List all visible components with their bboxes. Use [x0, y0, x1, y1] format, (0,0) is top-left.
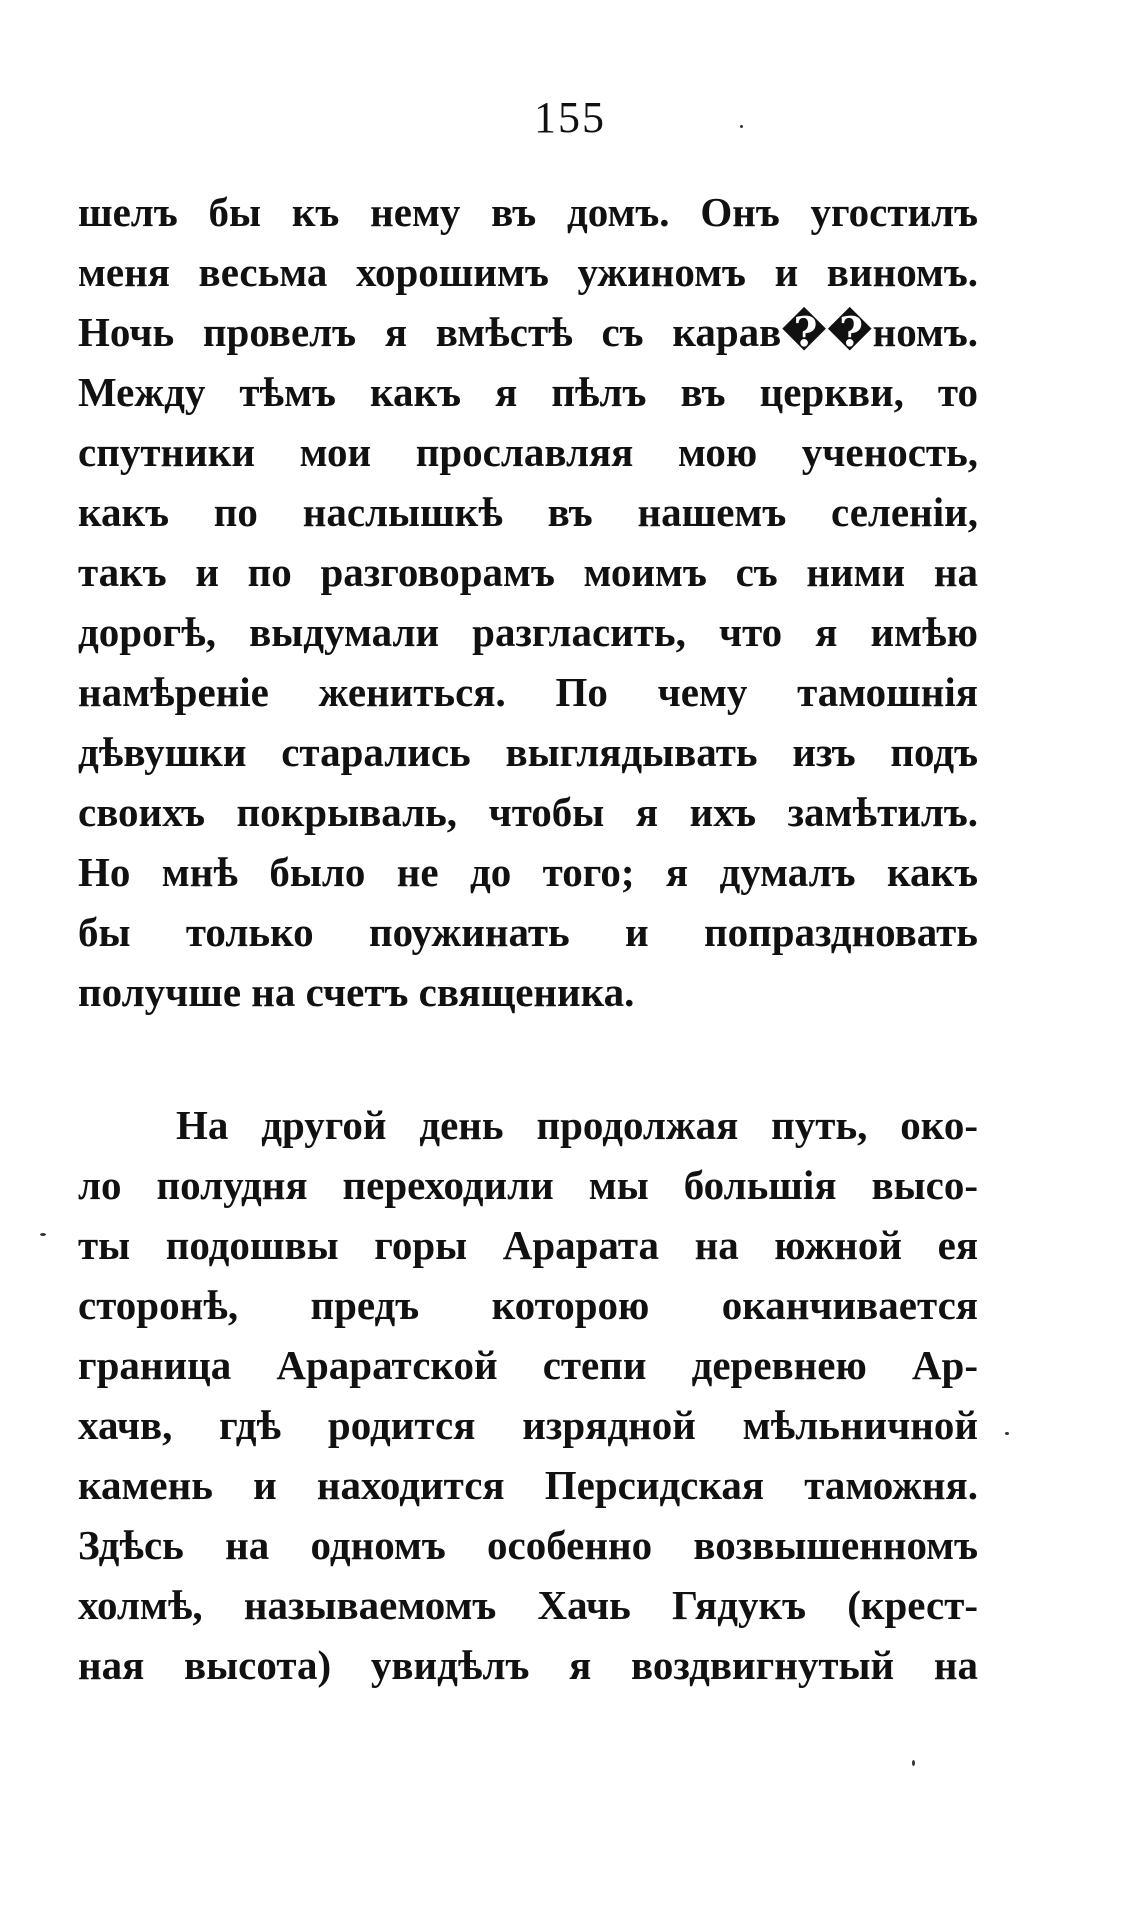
text-line: намѣреніе жениться. По чему тамошнія: [78, 669, 978, 715]
text-line: сторонѣ, предъ которою оканчивается: [78, 1282, 978, 1328]
print-speck: [912, 1760, 915, 1766]
print-speck: [1005, 1432, 1009, 1435]
text-line: Но мнѣ было не до того; я думалъ какъ: [78, 849, 978, 895]
page-number: 155: [534, 93, 606, 142]
paragraph-2: [78, 1095, 978, 1695]
print-speck: [740, 125, 743, 128]
text-line: Здѣсь на одномъ особенно возвышенномъ: [78, 1522, 978, 1568]
text-line: своихъ покрываль, чтобы я ихъ замѣтилъ.: [78, 789, 978, 835]
text-line: спутники мои прославляя мою ученость,: [78, 429, 978, 475]
text-line: камень и находится Персидская таможня.: [78, 1462, 978, 1508]
text-line: шелъ бы къ нему въ домъ. Онъ угостилъ: [78, 189, 978, 235]
text-line: какъ по наслышкѣ въ нашемъ селеніи,: [78, 489, 978, 535]
text-line: бы только поужинать и попраздновать: [78, 909, 978, 955]
text-line: ло полудня переходили мы большія высо-: [78, 1162, 978, 1208]
print-speck: [40, 1233, 46, 1236]
text-line: ная высота) увидѣлъ я воздвигнутый на: [78, 1642, 978, 1688]
text-line: Между тѣмъ какъ я пѣлъ въ церкви, то: [78, 369, 978, 415]
text-line: дорогѣ, выдумали разгласить, что я имѣю: [78, 609, 978, 655]
text-line: получше на счетъ священика.: [78, 969, 635, 1015]
text-line: дѣвушки старались выглядывать изъ подъ: [78, 729, 978, 775]
text-line: граница Араратской степи деревнею Ар-: [78, 1342, 978, 1388]
paragraph-1: [78, 182, 978, 1022]
text-line: На другой день продолжая путь, око-: [176, 1102, 978, 1148]
text-line: хачв, гдѣ родится изрядной мѣльничной: [78, 1402, 978, 1448]
text-line: меня весьма хорошимъ ужиномъ и виномъ.: [78, 249, 978, 295]
text-line: Ночь провелъ я вмѣстѣ съ карав��номъ.: [78, 309, 978, 355]
text-line: такъ и по разговорамъ моимъ съ ними на: [78, 549, 978, 595]
text-line: холмѣ, называемомъ Хачь Гядукъ (крест-: [78, 1582, 978, 1628]
text-line: ты подошвы горы Арарата на южной ея: [78, 1222, 978, 1268]
